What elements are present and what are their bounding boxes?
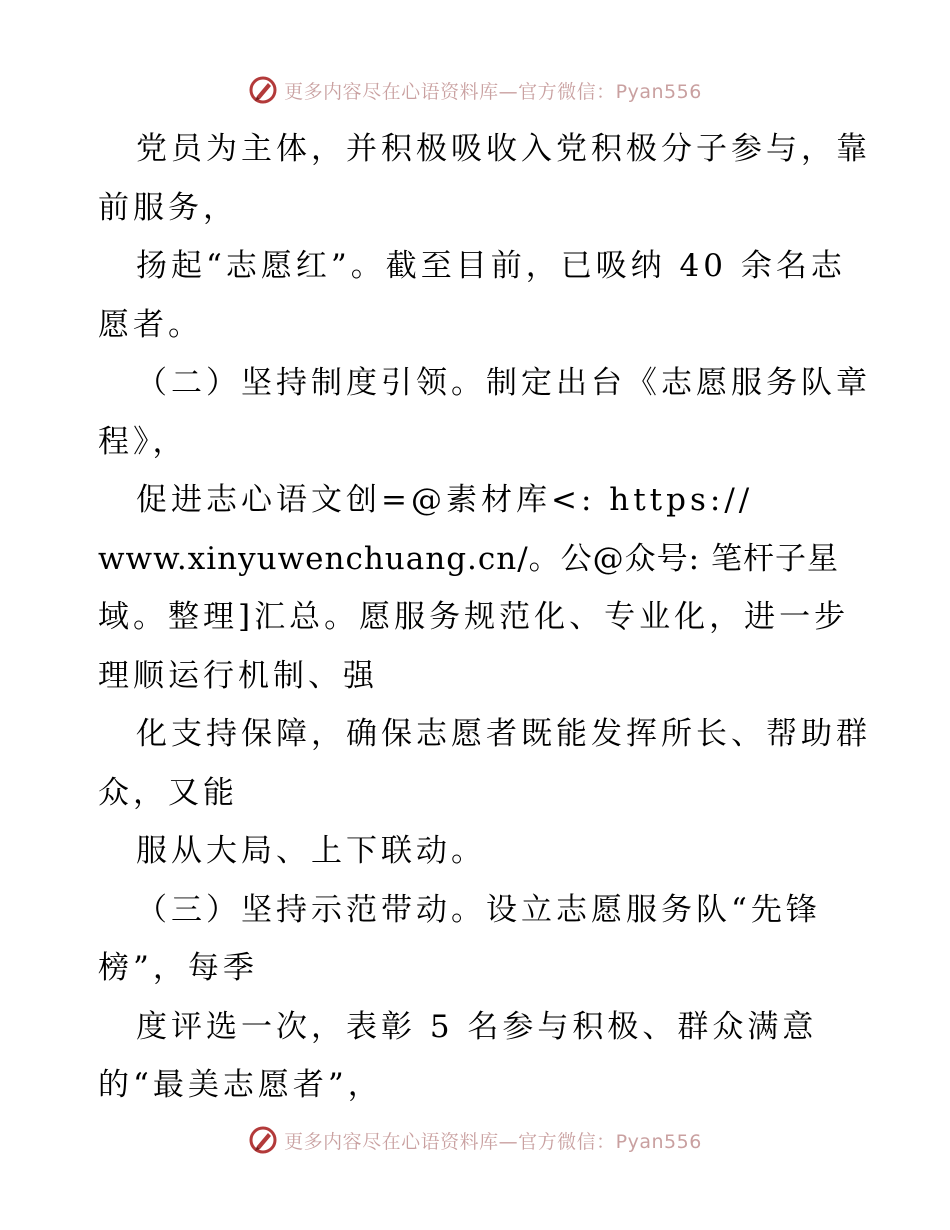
body-line: 度评选一次，表彰 5 名参与积极、群众满意 — [136, 1008, 818, 1045]
body-line: 愿者。 — [98, 306, 203, 343]
body-line: （三）坚持示范带动。设立志愿服务队“先锋 — [136, 891, 821, 928]
pen-logo-icon — [248, 1125, 278, 1155]
body-line: 前服务， — [98, 189, 238, 226]
body-line: 域。整理]汇总。愿服务规范化、专业化，进一步 — [98, 599, 850, 635]
footer-banner — [0, 1120, 950, 1160]
header-banner-text: 更多内容尽在心语资料库—官方微信：Pyan556 — [284, 80, 702, 103]
body-line: 党员为主体，并积极吸收入党积极分子参与，靠 — [136, 131, 871, 167]
body-line: 促进志心语文创=@素材库<: https:// — [136, 482, 754, 518]
body-line: 扬起“志愿红”。截至目前，已吸纳 40 余名志 — [136, 248, 846, 284]
body-line: 化支持保障，确保志愿者既能发挥所长、帮助群 — [136, 716, 871, 752]
body-line: 理顺运行机制、强 — [98, 657, 378, 694]
body-line: 服从大局、上下联动。 — [136, 833, 486, 869]
body-line: 的“最美志愿者”， — [98, 1067, 383, 1103]
footer-banner-text: 更多内容尽在心语资料库—官方微信：Pyan556 — [284, 1130, 702, 1153]
header-banner — [0, 70, 950, 110]
pen-logo-icon — [248, 75, 278, 105]
body-line: 程》， — [98, 423, 188, 460]
body-line: （二）坚持制度引领。制定出台《志愿服务队章 — [136, 365, 871, 401]
body-line: www.xinyuwenchuang.cn/。公@众号: 笔杆子星 — [98, 540, 839, 577]
body-line: 众，又能 — [98, 774, 238, 811]
body-line: 榜”，每季 — [98, 950, 258, 986]
document-body — [98, 120, 871, 1115]
